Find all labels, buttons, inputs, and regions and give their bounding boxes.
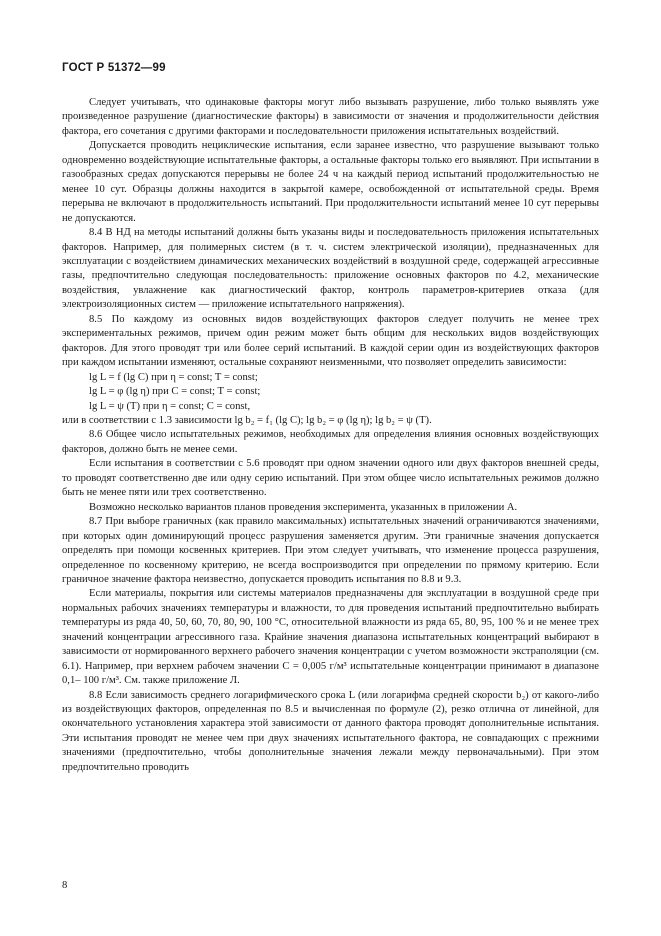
paragraph-8-8: 8.8 Если зависимость среднего логарифмического срока L (или логарифма средней скорости b₂) от какого-либо из воздействующих факторов, определенная по 8.5 и вычисленная по формуле (2), резко отлична от линейной, для окончательного установления характера этой зависимости от данного фактора проводят дополнительные испытания. Эти испытания проводят не менее чем при двух значениях испытательного фактора, не совпадающих с прежними значениями (предпочтительно, чтобы дополнительные значения лежали между первоначальными). При этом предпочтительно проводить: [62, 689, 599, 773]
paragraph-plans-note: Возможно несколько вариантов планов проведения эксперимента, указанных в приложении А.: [89, 501, 518, 513]
paragraph-air-environment: Если материалы, покрытия или системы материалов предназначены для эксплуатации в воздушной среде при нормальных рабочих значениях температуры и влажности, то для проведения испытаний предпочтительно выбирать температуры из ряда 40, 50, 60, 70, 80, 90, 100 °С, относительной влажности из ряда 65, 80, 95, 100 % и не менее трех значений концентрации агрессивного газа. Крайние значения диапазона испытательных концентраций выбирают в зависимости от нормированного верхнего рабочего значения концентрации с учетом возможности экстраполяции (см. 6.1). Например, при верхнем рабочем значении C = 0,005 г/м³ испытательные концентрации принимают в диапазоне 0,1– 100 г/м³. См. также приложение Л.: [62, 588, 599, 687]
paragraph-5-6-note: Если испытания в соответствии с 5.6 проводят при одном значении одного или двух факторов внешней среды, то проводят соответственно две или одну серию испытаний. При этом общее число испытательных режимов должно быть не менее пяти или трех соответственно.: [62, 458, 599, 499]
paragraph-8-6: 8.6 Общее число испытательных режимов, необходимых для определения влияния основных воздействующих факторов, должно быть не менее семи.: [62, 429, 599, 455]
paragraph-noncyclic: Допускается проводить нециклические испытания, если заранее известно, что разрушение вызывают только одновременно воздействующие испытательные факторы, а остальные факторы только его выявляют. При испытании в газообразных средах допускаются перерывы не более 24 ч на каждый период испытаний продолжительностью не менее 10 сут. Образцы должны находится в закрытой камере, освобожденной от испытательной среды. Время перерыва не включают в продолжительность испытаний. При продолжительности испытаний менее 10 сут перерывы не допускаются.: [62, 140, 599, 224]
paragraph-8-5: 8.5 По каждому из основных видов воздействующих факторов следует получить не менее трех экспериментальных режимов, причем один режим может быть общим для нескольких видов воздействующих факторов. Для этого проводят три или более серий испытаний. В каждой серии один из воздействующих факторов при каждом испытании изменяют, остальные сохраняют неизменными, что позволяет определить зависимости:: [62, 313, 599, 369]
page-header: ГОСТ Р 51372—99: [62, 62, 166, 74]
formula-tail: или в соответствии с 1.3 зависимости lg b₂ = f₁ (lg C); lg b₂ = φ (lg η); lg b₂ = ψ (T).: [62, 414, 432, 426]
paragraph-factors-note: Следует учитывать, что одинаковые факторы могут либо вызывать разрушение, либо только выявлять уже произведенное разрушение (диагностические факторы) в зависимости от значения и продолжительности действия фактора, его сочетания с другими факторами и последовательности приложения испытательных воздействий.: [62, 97, 599, 137]
paragraph-8-7: 8.7 При выборе граничных (как правило максимальных) испытательных значений ограничиваются значениями, при которых один доминирующий процесс разрушения заменяется другим. Эти граничные значения допускается определять при помощи косвенных критериев. При этом следует учитывать, что изменение процесса разрушения, определенное по косвенному критерию, не всегда воспроизводится при определении по прямому критерию. Если граничное значение фактора неизвестно, допускается проводить испытания по 8.8 и 9.3.: [62, 516, 599, 585]
formula-line: lg L = f (lg C) при η = const; T = const;: [89, 371, 258, 383]
document-body: [62, 96, 599, 775]
formula-line: lg L = ψ (T) при η = const; C = const,: [89, 400, 251, 412]
page-number: 8: [62, 880, 68, 891]
formula-line: lg L = φ (lg η) при C = const; T = const;: [89, 386, 261, 398]
paragraph-8-4: 8.4 В НД на методы испытаний должны быть указаны виды и последовательность приложения испытательных факторов. Например, для полимерных систем (в т. ч. систем электрической изоляции), предназначенных для эксплуатации с воздействием динамических механических воздействий в воздушной среде, содержащей агрессивные газы, предпочтительно следующая последовательность: приложение основных факторов по 4.2, механические воздействия, увлажнение как диагностический фактор, контроль параметров-критериев отказа (для электроизоляционных систем — приложение испытательного напряжения).: [62, 227, 599, 311]
